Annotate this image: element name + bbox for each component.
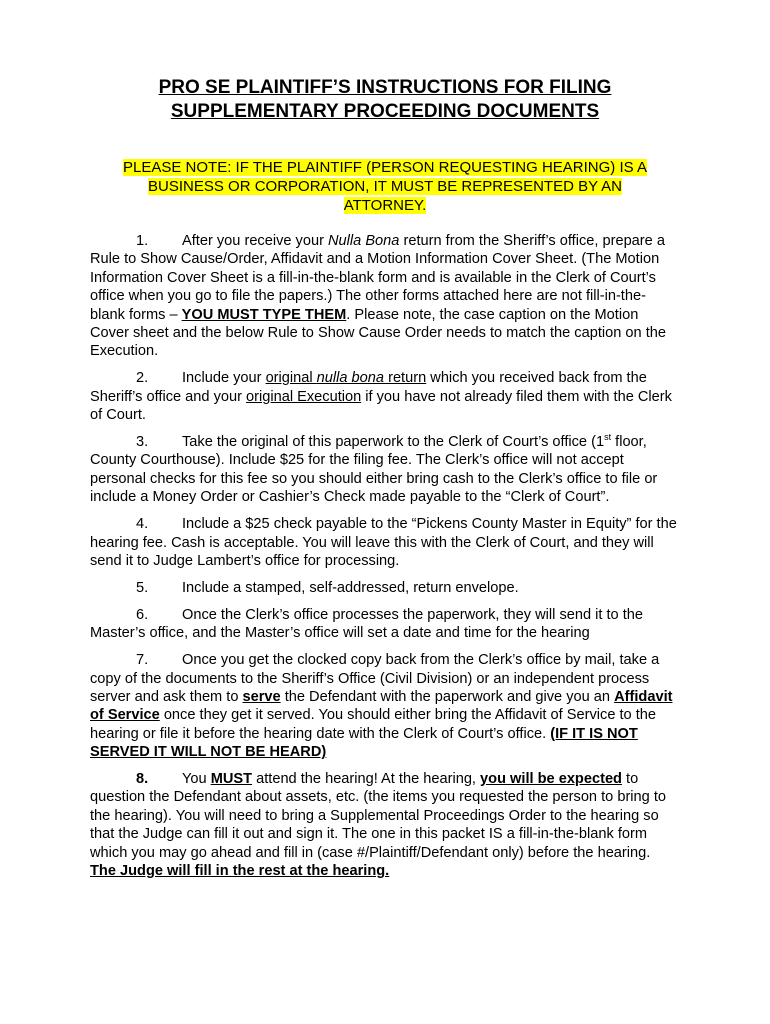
item-number: 5.	[136, 579, 149, 596]
text: once they get it served. You should either bring the Affidavit of Service to the hearing or file it before the hearing date with the Clerk of Court’s office.	[90, 707, 657, 742]
note-line-3: ATTORNEY.	[343, 197, 427, 214]
text: floor, County Courthouse). Include $25 for the filing fee. The Clerk’s office will not accept personal checks for this fee so you should either bring cash to the Clerk’s office to file or include a Money Order or Cashier’s Check made payable to the “Clerk of Court”.	[90, 434, 658, 506]
item-number: 6.	[136, 606, 149, 623]
not-served-warning: (IF IT IS NOT SERVED IT WILL NOT BE HEARD)	[90, 725, 638, 761]
text: You	[182, 771, 211, 788]
text: Include your	[182, 370, 266, 387]
text: attend the hearing! At the hearing,	[252, 771, 481, 788]
instruction-7	[90, 651, 680, 761]
original-term: original	[265, 370, 317, 387]
item-number: 8.	[136, 771, 149, 788]
instruction-1	[90, 232, 680, 361]
text: return from the Sheriff’s office, prepare a Rule to Show Cause/Order, Affidavit and a Motion Information Cover Sheet. (The Motion Information Cover Sheet is a fill-in-the-blank form and is available in the Clerk of Court’s office when you go to file the papers.) The other forms attached here are not fill-in-the-blank forms –	[90, 233, 665, 323]
text: Include a $25 check payable to the “Pickens County Master in Equity” for the hearing fee. Cash is acceptable. You will leave this with the Clerk of Court, and they will send it to Judge Lambert’s office for processing.	[90, 516, 677, 569]
nulla-bona-term: nulla bona	[316, 370, 385, 387]
instruction-2	[90, 369, 680, 424]
instruction-5	[90, 579, 680, 597]
instruction-3	[90, 433, 680, 507]
text: . Please note, the case caption on the Motion Cover sheet and the below Rule to Show Cause Order needs to match the caption on the Execution.	[90, 306, 666, 360]
expected-emphasis: you will be expected	[480, 771, 622, 788]
attorney-note	[0, 158, 770, 215]
text: the Defendant with the paperwork and give you an	[280, 688, 615, 705]
title-line-2: SUPPLEMENTARY PROCEEDING DOCUMENTS	[170, 101, 600, 122]
text: to question the Defendant about assets, etc. (the items you requested the person to bring to the hearing). You will need to bring a Supplemental Proceedings Order to the hearing so that the Judge can fill it out and sign it. The one in this packet IS a fill-in-the-blank form which you may go ahead and fill in (case #/Plaintiff/Defendant only) before the hearing.	[90, 771, 667, 861]
superscript: st	[604, 432, 612, 443]
instructions-body	[90, 232, 680, 889]
original-execution-term: original Execution	[246, 388, 362, 405]
text: Take the original of this paperwork to the Clerk of Court’s office (1	[182, 434, 605, 451]
text: Once the Clerk’s office processes the paperwork, they will send it to the Master’s office, and the Master’s office will set a date and time for the hearing	[90, 606, 644, 642]
instruction-4	[90, 515, 680, 570]
nulla-bona-term: Nulla Bona	[328, 233, 400, 249]
item-number: 3.	[136, 434, 149, 451]
text: if you have not already filed them with the Clerk of Court.	[90, 388, 672, 424]
text: which you received back from the Sheriff’s office and your	[90, 370, 647, 405]
instruction-6	[90, 606, 680, 643]
return-term: return	[384, 370, 427, 387]
page-title	[0, 76, 770, 124]
text: Once you get the clocked copy back from the Clerk’s office by mail, take a copy of the documents to the Sheriff’s Office (Civil Division) or an independent process server and ask them to	[90, 652, 660, 705]
instruction-8	[90, 770, 680, 880]
text: After you receive your	[182, 233, 329, 249]
serve-emphasis: serve	[242, 688, 281, 705]
must-emphasis: MUST	[210, 771, 253, 788]
item-number: 1.	[136, 233, 149, 249]
note-line-1: PLEASE NOTE: IF THE PLAINTIFF (PERSON REQUESTING HEARING) IS A	[123, 159, 647, 176]
type-them-emphasis: YOU MUST TYPE THEM	[181, 306, 347, 323]
affidavit-emphasis: Affidavit of Service	[90, 688, 673, 724]
item-number: 2.	[136, 370, 149, 387]
item-number: 4.	[136, 516, 149, 533]
item-number: 7.	[136, 652, 149, 669]
title-line-1: PRO SE PLAINTIFF’S INSTRUCTIONS FOR FILING	[158, 77, 612, 98]
judge-fill-emphasis: The Judge will fill in the rest at the hearing.	[90, 863, 390, 880]
note-line-2: BUSINESS OR CORPORATION, IT MUST BE REPRESENTED BY AN	[148, 178, 622, 195]
text: Include a stamped, self-addressed, return envelope.	[182, 579, 519, 596]
